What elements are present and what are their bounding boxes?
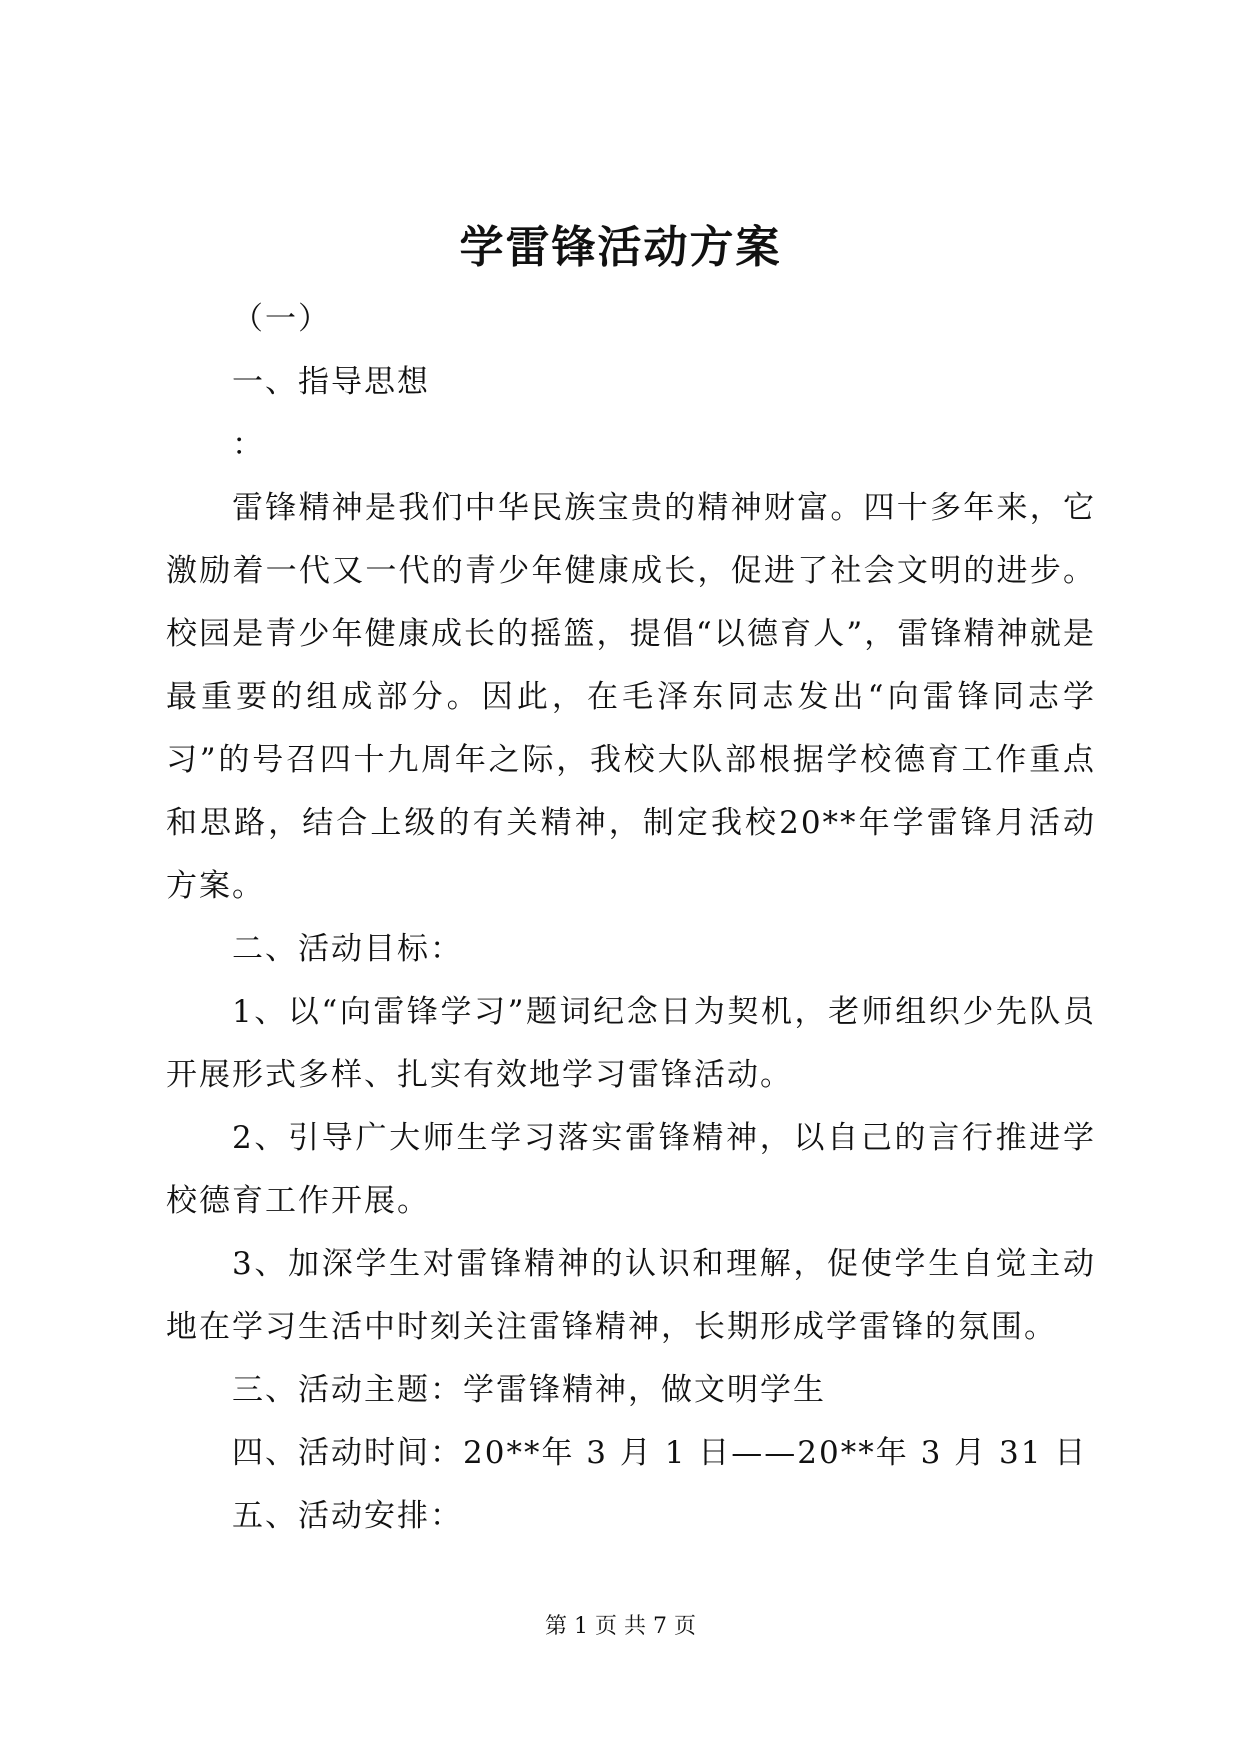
section-heading-arrangement: 五、活动安排： [232,1498,463,1534]
document-body [166,288,1096,1548]
goal-item-3: 3、加深学生对雷锋精神的认识和理解，促使学生自觉主动地在学习生活中时刻关注雷锋精神，长期形成学雷锋的氛围。 [166,1246,1096,1345]
page-footer: 第 1 页 共 7 页 [545,1614,696,1639]
document-title: 学雷锋活动方案 [459,222,782,273]
goal-item-2: 2、引导广大师生学习落实雷锋精神，以自己的言行推进学校德育工作开展。 [166,1120,1096,1219]
section-heading-goals: 二、活动目标： [232,931,463,967]
colon-line: ： [232,427,265,463]
section-heading-guiding-thought: 一、指导思想 [232,364,430,400]
section-heading-theme: 三、活动主题：学雷锋精神，做文明学生 [232,1372,826,1408]
goal-item-1: 1、以“向雷锋学习”题词纪念日为契机，老师组织少先队员开展形式多样、扎实有效地学习雷锋活动。 [166,994,1096,1093]
section-heading-time: 四、活动时间：20**年 3 月 1 日——20**年 3 月 31 日 [232,1435,1088,1471]
section-subtitle: （一） [232,301,331,337]
paragraph-intro: 雷锋精神是我们中华民族宝贵的精神财富。四十多年来，它激励着一代又一代的青少年健康成长，促进了社会文明的进步。校园是青少年健康成长的摇篮，提倡“以德育人”，雷锋精神就是最重要的组成部分。因此，在毛泽东同志发出“向雷锋同志学习”的号召四十九周年之际，我校大队部根据学校德育工作重点和思路，结合上级的有关精神，制定我校20**年学雷锋月活动方案。 [166,490,1096,904]
